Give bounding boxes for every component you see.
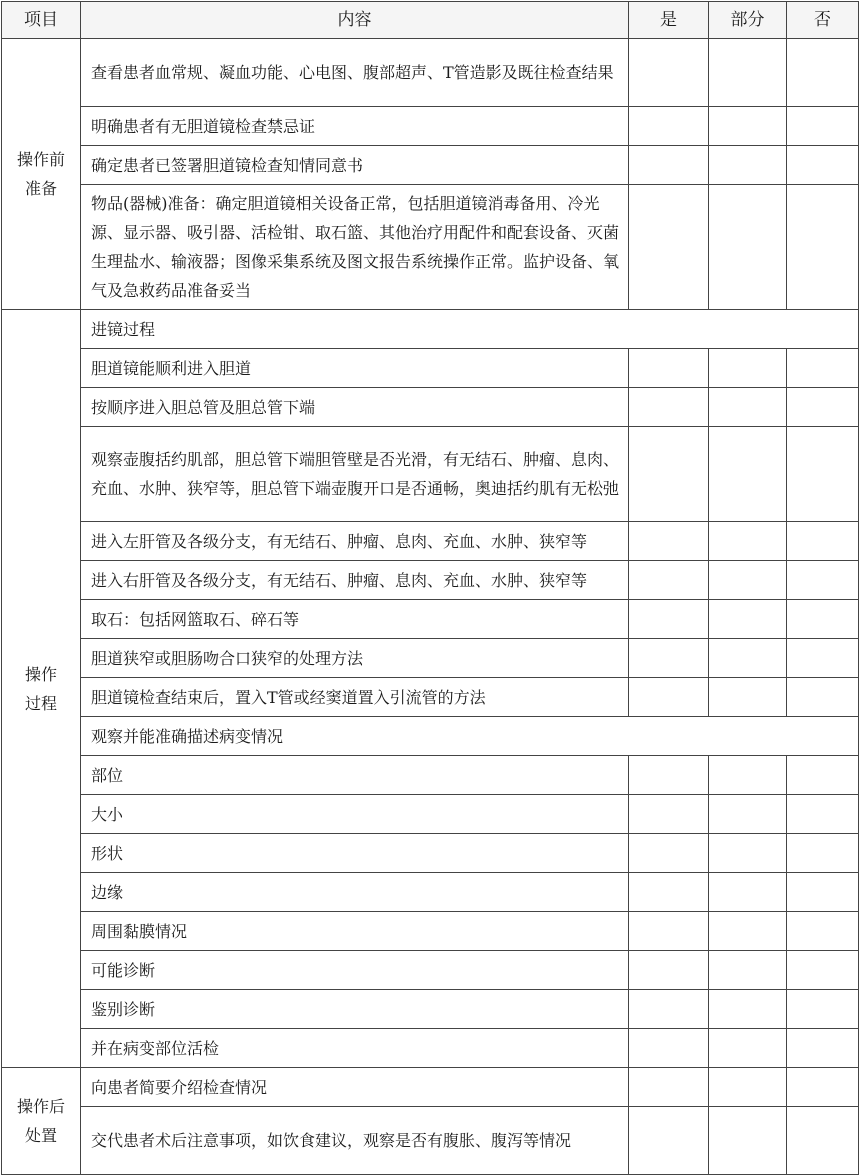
row-content: 确定患者已签署胆道镜检查知情同意书 [81,146,629,185]
check-partial [709,522,787,561]
check-partial [709,427,787,522]
check-yes [629,107,709,146]
check-no [787,1029,859,1068]
row-content: 鉴别诊断 [81,990,629,1029]
check-no [787,756,859,795]
table-row [2,349,859,388]
row-content: 部位 [81,756,629,795]
table-row [2,717,859,756]
check-partial [709,561,787,600]
row-content: 观察壶腹括约肌部，胆总管下端胆管壁是否光滑，有无结石、肿瘤、息肉、充血、水肿、狭窄等，胆总管下端壶腹开口是否通畅，奥迪括约肌有无松弛 [81,427,629,522]
table-row [2,39,859,107]
check-yes [629,388,709,427]
table-row [2,1068,859,1107]
row-content: 边缘 [81,873,629,912]
table-row [2,146,859,185]
check-no [787,873,859,912]
check-partial [709,990,787,1029]
check-yes [629,427,709,522]
table-row [2,873,859,912]
check-no [787,349,859,388]
check-yes [629,795,709,834]
check-partial [709,639,787,678]
category-process: 操作过程 [2,310,81,1068]
check-yes [629,600,709,639]
check-no [787,834,859,873]
check-no [787,1068,859,1107]
check-partial [709,388,787,427]
check-no [787,522,859,561]
check-partial [709,678,787,717]
check-partial [709,39,787,107]
check-partial [709,873,787,912]
row-content: 胆道狭窄或胆肠吻合口狭窄的处理方法 [81,639,629,678]
table-row [2,561,859,600]
check-partial [709,146,787,185]
category-before: 操作前准备 [2,39,81,310]
check-yes [629,990,709,1029]
table-row [2,1029,859,1068]
check-partial [709,349,787,388]
check-yes [629,951,709,990]
check-no [787,951,859,990]
row-content: 进入右肝管及各级分支，有无结石、肿瘤、息肉、充血、水肿、狭窄等 [81,561,629,600]
check-yes [629,912,709,951]
check-partial [709,1029,787,1068]
check-no [787,912,859,951]
check-no [787,185,859,310]
row-content: 按顺序进入胆总管及胆总管下端 [81,388,629,427]
row-content: 交代患者术后注意事项，如饮食建议，观察是否有腹胀、腹泻等情况 [81,1107,629,1175]
check-no [787,639,859,678]
check-yes [629,1068,709,1107]
row-content: 取石：包括网篮取石、碎石等 [81,600,629,639]
check-yes [629,561,709,600]
check-yes [629,185,709,310]
check-partial [709,600,787,639]
check-no [787,146,859,185]
row-content: 可能诊断 [81,951,629,990]
check-yes [629,1107,709,1175]
section-heading: 观察并能准确描述病变情况 [81,717,859,756]
row-content: 胆道镜能顺利进入胆道 [81,349,629,388]
table-row [2,427,859,522]
table-row [2,990,859,1029]
table-row [2,1107,859,1175]
check-no [787,600,859,639]
check-no [787,990,859,1029]
table-row [2,795,859,834]
check-partial [709,795,787,834]
category-after: 操作后处置 [2,1068,81,1175]
check-partial [709,1107,787,1175]
header-content: 内容 [81,2,629,39]
check-partial [709,912,787,951]
check-yes [629,834,709,873]
row-content: 并在病变部位活检 [81,1029,629,1068]
section-heading: 进镜过程 [81,310,859,349]
check-partial [709,107,787,146]
row-content: 胆道镜检查结束后，置入T管或经窦道置入引流管的方法 [81,678,629,717]
check-no [787,1107,859,1175]
header-yes: 是 [629,2,709,39]
check-no [787,795,859,834]
check-yes [629,522,709,561]
check-partial [709,756,787,795]
table-row [2,639,859,678]
check-no [787,107,859,146]
table-row [2,951,859,990]
check-no [787,388,859,427]
table-row [2,185,859,310]
check-no [787,427,859,522]
table-row [2,107,859,146]
table-row [2,522,859,561]
row-content: 形状 [81,834,629,873]
check-yes [629,639,709,678]
table-row [2,756,859,795]
table-row [2,834,859,873]
check-yes [629,39,709,107]
row-content: 大小 [81,795,629,834]
check-no [787,678,859,717]
row-content: 向患者简要介绍检查情况 [81,1068,629,1107]
row-content: 物品(器械)准备：确定胆道镜相关设备正常，包括胆道镜消毒备用、冷光源、显示器、吸引器、活检钳、取石篮、其他治疗用配件和配套设备、灭菌生理盐水、输液器；图像采集系统及图文报告系统操作正常。监护设备、氧气及急救药品准备妥当 [81,185,629,310]
check-yes [629,678,709,717]
check-partial [709,951,787,990]
row-content: 周围黏膜情况 [81,912,629,951]
table-row [2,600,859,639]
check-yes [629,1029,709,1068]
check-partial [709,1068,787,1107]
check-no [787,39,859,107]
row-content: 查看患者血常规、凝血功能、心电图、腹部超声、T管造影及既往检查结果 [81,39,629,107]
header-no: 否 [787,2,859,39]
table-row [2,388,859,427]
row-content: 明确患者有无胆道镜检查禁忌证 [81,107,629,146]
check-partial [709,834,787,873]
row-content: 进入左肝管及各级分支，有无结石、肿瘤、息肉、充血、水肿、狭窄等 [81,522,629,561]
checklist-table [1,1,859,1175]
table-row [2,912,859,951]
table-row [2,310,859,349]
header-item: 项目 [2,2,81,39]
check-yes [629,756,709,795]
header-row [2,2,859,39]
table-row [2,678,859,717]
check-partial [709,185,787,310]
check-yes [629,146,709,185]
check-yes [629,873,709,912]
check-yes [629,349,709,388]
header-partial: 部分 [709,2,787,39]
check-no [787,561,859,600]
